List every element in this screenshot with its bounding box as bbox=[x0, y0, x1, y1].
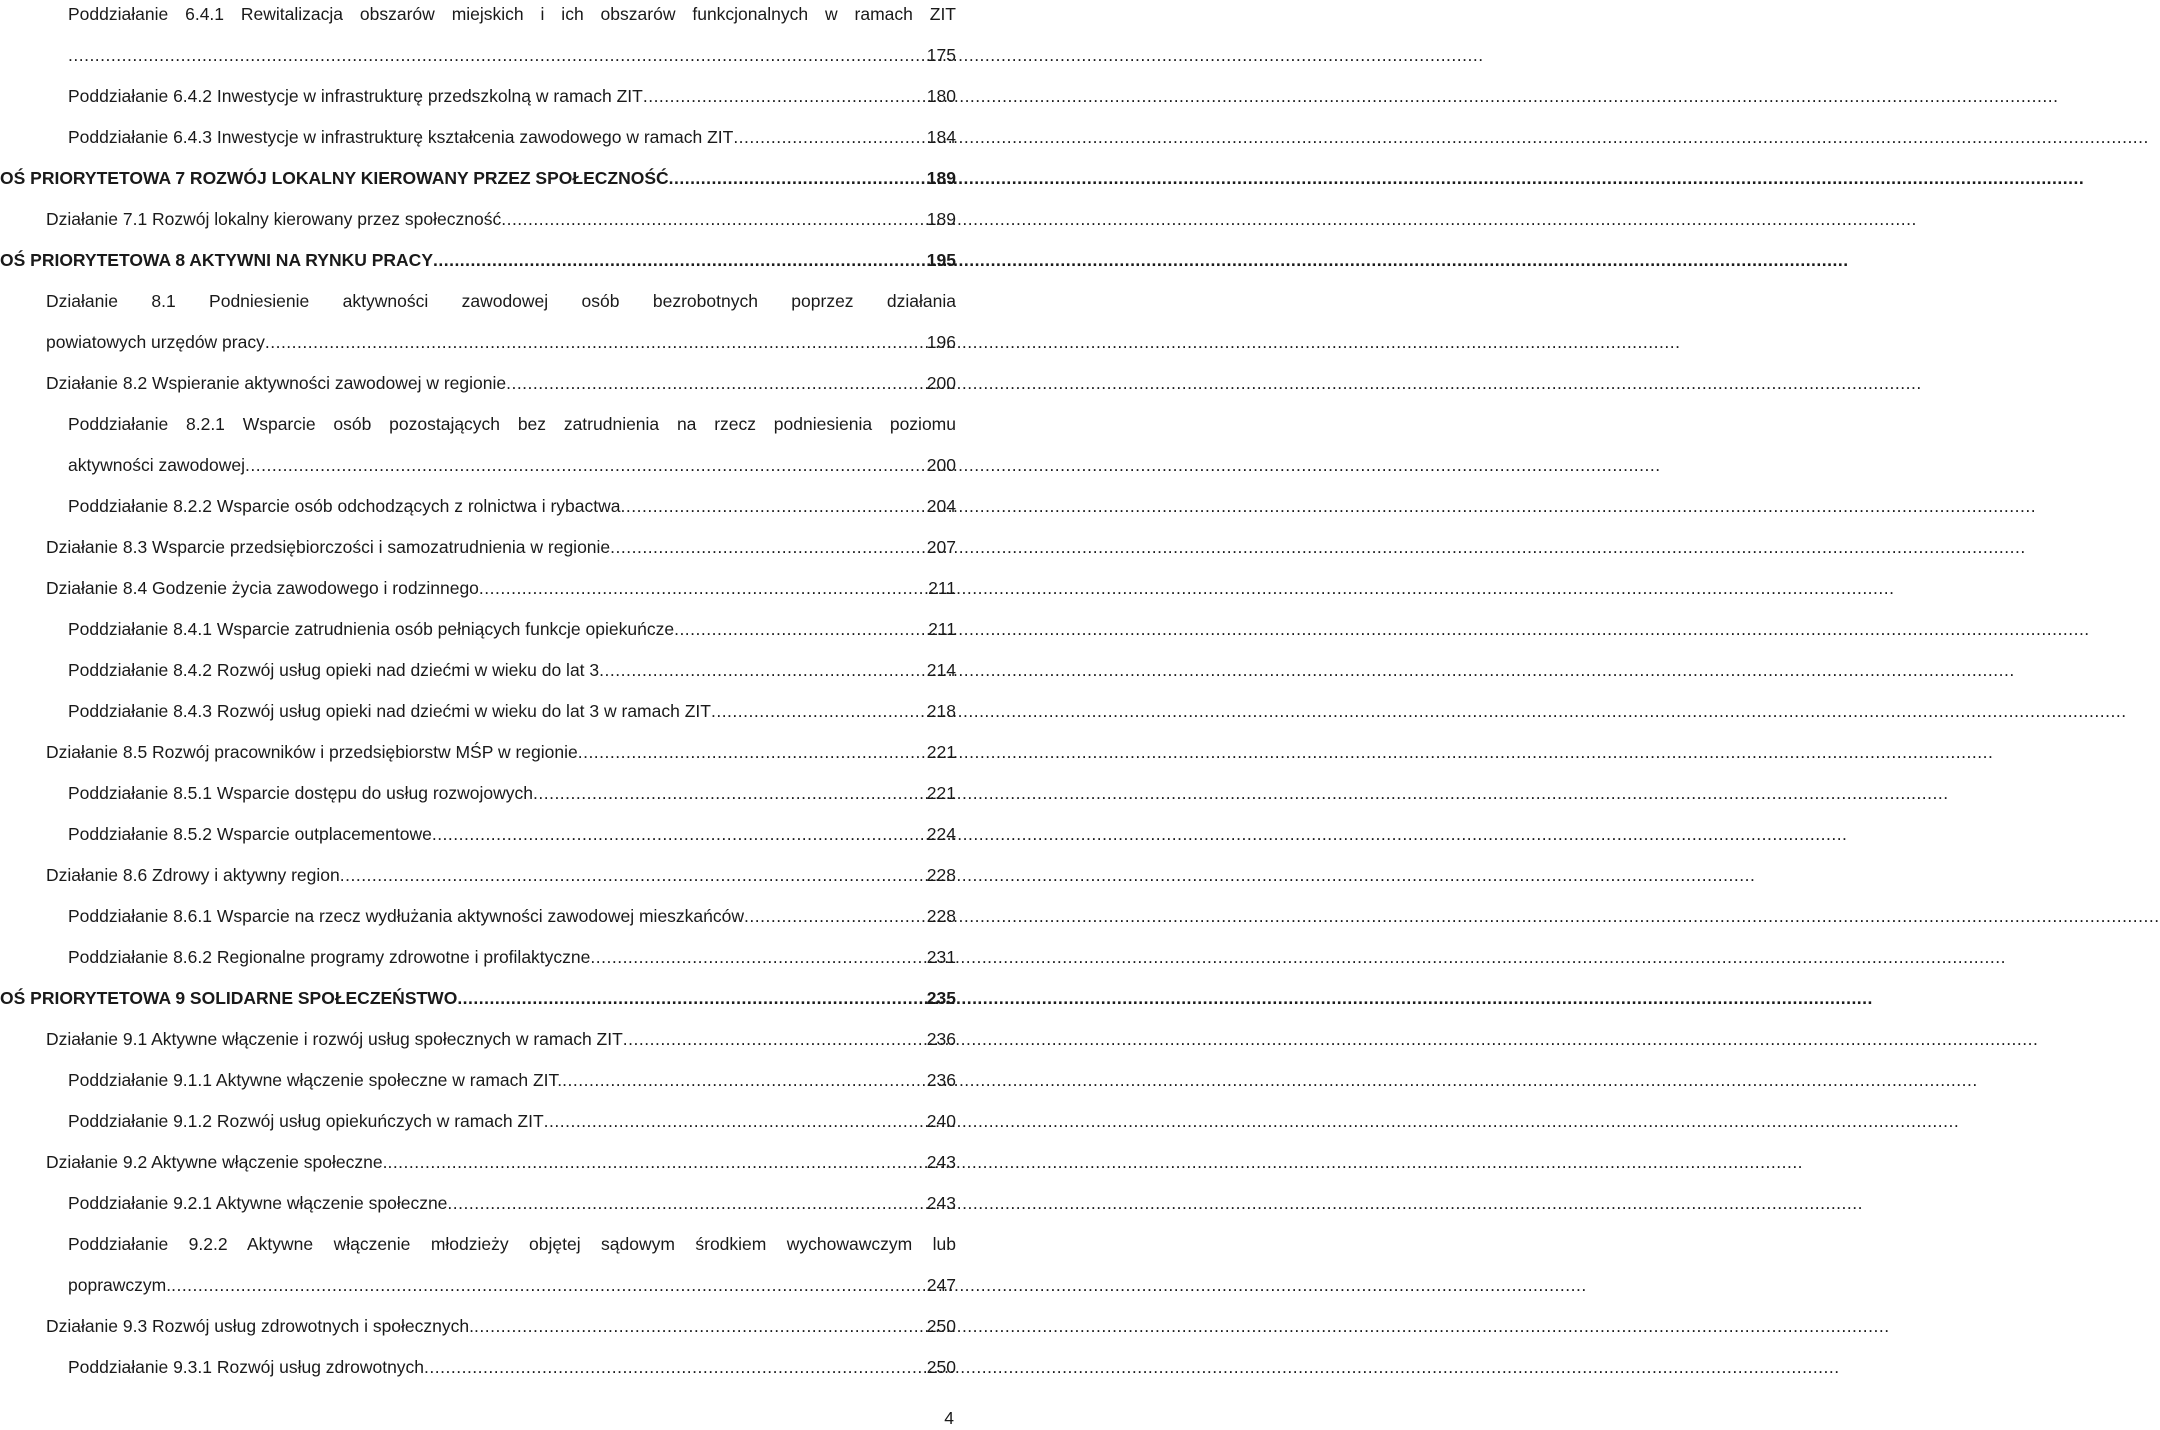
toc-page-number: 231 bbox=[926, 947, 956, 967]
toc-leader-dots bbox=[623, 1029, 925, 1049]
toc-leader-dots bbox=[447, 1193, 924, 1213]
toc-leader-dots bbox=[387, 1152, 924, 1172]
toc-entry-title: Poddziałanie 6.4.1 Rewitalizacja obszarów miejskich i ich obszarów funkcjonalnych w ramach ZIT bbox=[68, 4, 956, 24]
toc-leader-dots bbox=[479, 578, 926, 598]
toc-leader-dots bbox=[562, 1070, 925, 1090]
toc-page-number: 240 bbox=[926, 1111, 956, 1131]
toc-entry-title: Poddziałanie 8.4.1 Wsparcie zatrudnienia osób pełniących funkcje opiekuńcze bbox=[68, 619, 675, 639]
toc-leader-dots bbox=[171, 1275, 925, 1295]
toc-page-number: 235 bbox=[926, 988, 956, 1008]
toc-leader-dots bbox=[599, 660, 925, 680]
toc-leader-dots bbox=[578, 742, 925, 762]
toc-page-number: 221 bbox=[926, 783, 956, 803]
toc-entry-title: Poddziałanie 6.4.2 Inwestycje w infrastrukturę przedszkolną w ramach ZIT bbox=[68, 86, 643, 106]
toc-entry-title: Działanie 9.2 Aktywne włączenie społeczne. bbox=[46, 1152, 388, 1172]
toc-entry-title: Poddziałanie 8.4.2 Rozwój usług opieki nad dziećmi w wieku do lat 3 bbox=[68, 660, 600, 680]
toc-leader-dots bbox=[544, 1111, 925, 1131]
toc-leader-dots bbox=[265, 332, 925, 352]
toc-page-number: 175 bbox=[926, 45, 956, 65]
toc-page-number: 195 bbox=[926, 250, 956, 270]
toc-page-number: 184 bbox=[926, 127, 956, 147]
toc-entry-title: Poddziałanie 8.2.2 Wsparcie osób odchodzących z rolnictwa i rybactwa bbox=[68, 496, 621, 516]
toc-entry-title: Poddziałanie 8.5.2 Wsparcie outplacementowe bbox=[68, 824, 432, 844]
toc-leader-dots bbox=[711, 701, 925, 721]
toc-leader-dots bbox=[245, 455, 925, 475]
toc-leader-dots bbox=[744, 906, 925, 926]
toc-entry-title: Poddziałanie 8.6.2 Regionalne programy zdrowotne i profilaktyczne bbox=[68, 947, 591, 967]
toc-entry-title: Działanie 8.1 Podniesienie aktywności zawodowej osób bezrobotnych poprzez działania bbox=[46, 291, 956, 311]
toc-entry-title: Działanie 7.1 Rozwój lokalny kierowany przez społeczność bbox=[46, 209, 502, 229]
toc-entry-title: Poddziałanie 8.4.3 Rozwój usług opieki nad dziećmi w wieku do lat 3 w ramach ZIT bbox=[68, 701, 711, 721]
toc-page-number: 228 bbox=[926, 865, 956, 885]
toc-leader-dots bbox=[506, 373, 925, 393]
toc-page-number: 218 bbox=[926, 701, 956, 721]
toc-page-number: 207 bbox=[926, 537, 956, 557]
toc-leader-dots bbox=[340, 865, 925, 885]
toc-entry-title: Poddziałanie 8.2.1 Wsparcie osób pozostających bez zatrudnienia na rzecz podniesienia poziomu bbox=[68, 414, 956, 434]
toc-leader-dots bbox=[533, 783, 925, 803]
toc-entry-title: Działanie 9.1 Aktywne włączenie i rozwój usług społecznych w ramach ZIT bbox=[46, 1029, 623, 1049]
toc-page-number: 221 bbox=[926, 742, 956, 762]
toc-page-number: 200 bbox=[926, 455, 956, 475]
toc-entry-title: Poddziałanie 8.5.1 Wsparcie dostępu do usług rozwojowych bbox=[68, 783, 533, 803]
toc-entry-title: Działanie 8.5 Rozwój pracowników i przedsiębiorstw MŚP w regionie bbox=[46, 742, 578, 762]
toc-entry-title: Poddziałanie 8.6.1 Wsparcie na rzecz wydłużania aktywności zawodowej mieszkańców bbox=[68, 906, 745, 926]
toc-entry-title: Poddziałanie 9.1.2 Rozwój usług opiekuńczych w ramach ZIT bbox=[68, 1111, 544, 1131]
toc-page-number: 204 bbox=[926, 496, 956, 516]
toc-leader-dots bbox=[590, 947, 924, 967]
toc-entry-title: OŚ PRIORYTETOWA 8 AKTYWNI NA RYNKU PRACY bbox=[0, 250, 433, 270]
toc-leader-dots bbox=[610, 537, 925, 557]
page-number: 4 bbox=[944, 1408, 954, 1428]
toc-page-number: 247 bbox=[926, 1275, 956, 1295]
toc-entry-title: OŚ PRIORYTETOWA 7 ROZWÓJ LOKALNY KIEROWANY PRZEZ SPOŁECZNOŚĆ bbox=[0, 168, 669, 188]
toc-page-number: 250 bbox=[926, 1357, 956, 1377]
toc-leader-dots bbox=[669, 168, 925, 188]
toc-page-number: 243 bbox=[926, 1193, 956, 1213]
toc-page-number: 236 bbox=[926, 1070, 956, 1090]
toc-entry-title: aktywności zawodowej bbox=[68, 455, 246, 475]
toc-leader-dots bbox=[501, 209, 925, 229]
toc-page-number: 211 bbox=[928, 619, 956, 639]
toc-page-number: 236 bbox=[926, 1029, 956, 1049]
toc-leader-dots bbox=[733, 127, 924, 147]
toc-leader-dots bbox=[424, 1357, 925, 1377]
toc-leader-dots bbox=[457, 988, 924, 1008]
toc-leader-dots bbox=[643, 86, 925, 106]
toc-entry-title: Działanie 8.2 Wspieranie aktywności zawodowej w regionie bbox=[46, 373, 507, 393]
toc-entry-title: Działanie 9.3 Rozwój usług zdrowotnych i społecznych. bbox=[46, 1316, 474, 1336]
toc-leader-dots bbox=[432, 824, 925, 844]
toc-page-number: 224 bbox=[926, 824, 956, 844]
toc-page-number: 228 bbox=[926, 906, 956, 926]
toc-entry-title: Poddziałanie 9.2.1 Aktywne włączenie społeczne bbox=[68, 1193, 448, 1213]
toc-page-number: 243 bbox=[926, 1152, 956, 1172]
toc-entry-title: powiatowych urzędów pracy bbox=[46, 332, 265, 352]
toc-entry-title: OŚ PRIORYTETOWA 9 SOLIDARNE SPOŁECZEŃSTWO bbox=[0, 988, 458, 1008]
toc-leader-dots bbox=[674, 619, 926, 639]
toc-page-number: 196 bbox=[926, 332, 956, 352]
toc-entry-title: Działanie 8.3 Wsparcie przedsiębiorczości i samozatrudnienia w regionie bbox=[46, 537, 611, 557]
toc-leader-dots bbox=[433, 250, 925, 270]
toc-entry-title: Działanie 8.6 Zdrowy i aktywny region bbox=[46, 865, 340, 885]
toc-leader-dots bbox=[621, 496, 925, 516]
toc-entry-title: Poddziałanie 9.2.2 Aktywne włączenie młodzieży objętej sądowym środkiem wychowawczym lub bbox=[68, 1234, 956, 1254]
toc-entry-title: Poddziałanie 6.4.3 Inwestycje w infrastrukturę kształcenia zawodowego w ramach ZIT bbox=[68, 127, 734, 147]
toc-page-number: 250 bbox=[926, 1316, 956, 1336]
toc-entry-title: Poddziałanie 9.1.1 Aktywne włączenie społeczne w ramach ZIT. bbox=[68, 1070, 563, 1090]
toc-entry-title: Poddziałanie 9.3.1 Rozwój usług zdrowotnych bbox=[68, 1357, 425, 1377]
toc-page-number: 214 bbox=[926, 660, 956, 680]
toc-page-number: 189 bbox=[926, 209, 956, 229]
toc-leader-dots bbox=[474, 1316, 925, 1336]
toc-leader-dots bbox=[68, 45, 925, 65]
toc-page-number: 211 bbox=[928, 578, 956, 598]
toc-page-number: 180 bbox=[926, 86, 956, 106]
toc-entry-title: Działanie 8.4 Godzenie życia zawodowego i rodzinnego bbox=[46, 578, 479, 598]
toc-page-number: 189 bbox=[926, 168, 956, 188]
toc-entry-title: poprawczym. bbox=[68, 1275, 172, 1295]
toc-page-number: 200 bbox=[926, 373, 956, 393]
